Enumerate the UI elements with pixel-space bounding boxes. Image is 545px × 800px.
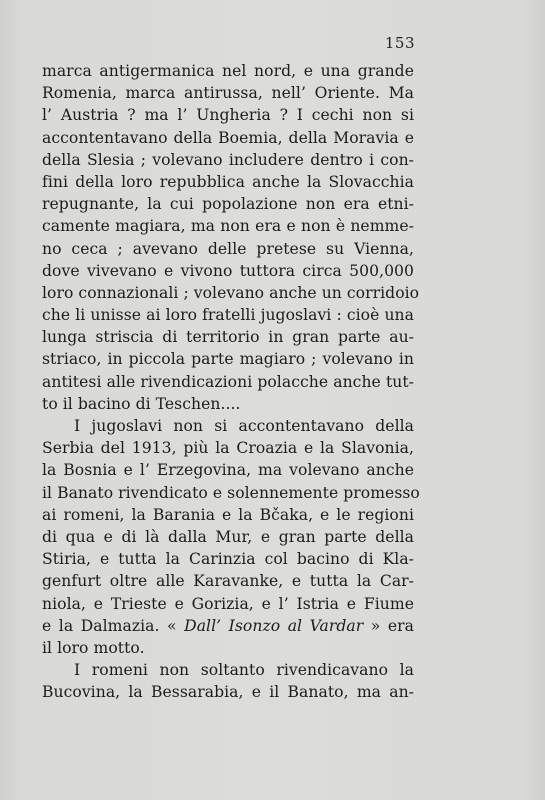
text-line: Bucovina, la Bessarabia, e il Banato, ma an- <box>42 683 414 702</box>
text-line: Stiria, e tutta la Carinzia col bacino di Kla- <box>42 550 414 569</box>
text-line: Romenia, marca antirussa, nell’ Oriente. Ma <box>42 84 414 103</box>
paragraph-2 <box>42 415 420 659</box>
text-line: lunga striscia di territorio in gran parte au- <box>42 328 414 347</box>
text-line: I jugoslavi non si accontentavano della <box>74 417 414 435</box>
text-line: Serbia del 1913, più la Croazia e la Slavonia, <box>42 439 414 458</box>
text-line: il loro motto. <box>42 638 145 657</box>
paragraph-1 <box>42 60 420 415</box>
text-line: striaco, in piccola parte magiaro ; volevano in <box>42 350 414 369</box>
text-line: I romeni non soltanto rivendicavano la <box>74 661 414 680</box>
text-line: l’ Austria ? ma l’ Ungheria ? I cechi non si <box>42 106 414 125</box>
text-line: to il bacino di Teschen.... <box>42 394 241 413</box>
text-line: antitesi alle rivendicazioni polacche anche tut- <box>42 372 414 391</box>
text-line: no ceca ; avevano delle pretese su Vienna, <box>42 239 414 258</box>
text-line: di qua e di là dalla Mur, e gran parte della <box>42 527 414 546</box>
text-line: ai romeni, la Barania e la Bčaka, e le regioni <box>42 505 414 524</box>
text-line: la Bosnia e l’ Erzegovina, ma volevano anche <box>42 461 414 480</box>
text-line: marca antigermanica nel nord, e una grande <box>42 62 414 80</box>
text-line: repugnante, la cui popolazione non era etni- <box>42 195 414 214</box>
text-fragment: e la Dalmazia. « <box>42 616 185 635</box>
motto-line <box>42 615 414 637</box>
body-text <box>42 60 420 703</box>
text-line: loro connazionali ; volevano anche un corridoio <box>42 283 420 302</box>
text-line: dove vivevano e vivono tuttora circa 500,000 <box>42 261 414 280</box>
text-fragment: » era <box>363 616 415 635</box>
text-line: che li unisse ai loro fratelli jugoslavi : cioè una <box>42 306 414 325</box>
text-line: fini della loro repubblica anche la Slovacchia <box>42 172 414 191</box>
text-line: genfurt oltre alle Karavanke, e tutta la Car- <box>42 572 414 591</box>
text-line: il Banato rivendicato e solennemente promesso <box>42 483 420 502</box>
text-line: accontentavano della Boemia, della Moravia e <box>42 128 414 147</box>
page-number: 153 <box>384 34 415 52</box>
motto-italic: Dall’ Isonzo al Vardar <box>184 616 364 635</box>
paragraph-3 <box>42 659 414 703</box>
text-line: della Slesia ; volevano includere dentro i con- <box>42 150 414 169</box>
text-line: camente magiara, ma non era e non è nemme- <box>42 217 414 236</box>
text-line: niola, e Trieste e Gorizia, e l’ Istria e Fiume <box>42 594 414 613</box>
